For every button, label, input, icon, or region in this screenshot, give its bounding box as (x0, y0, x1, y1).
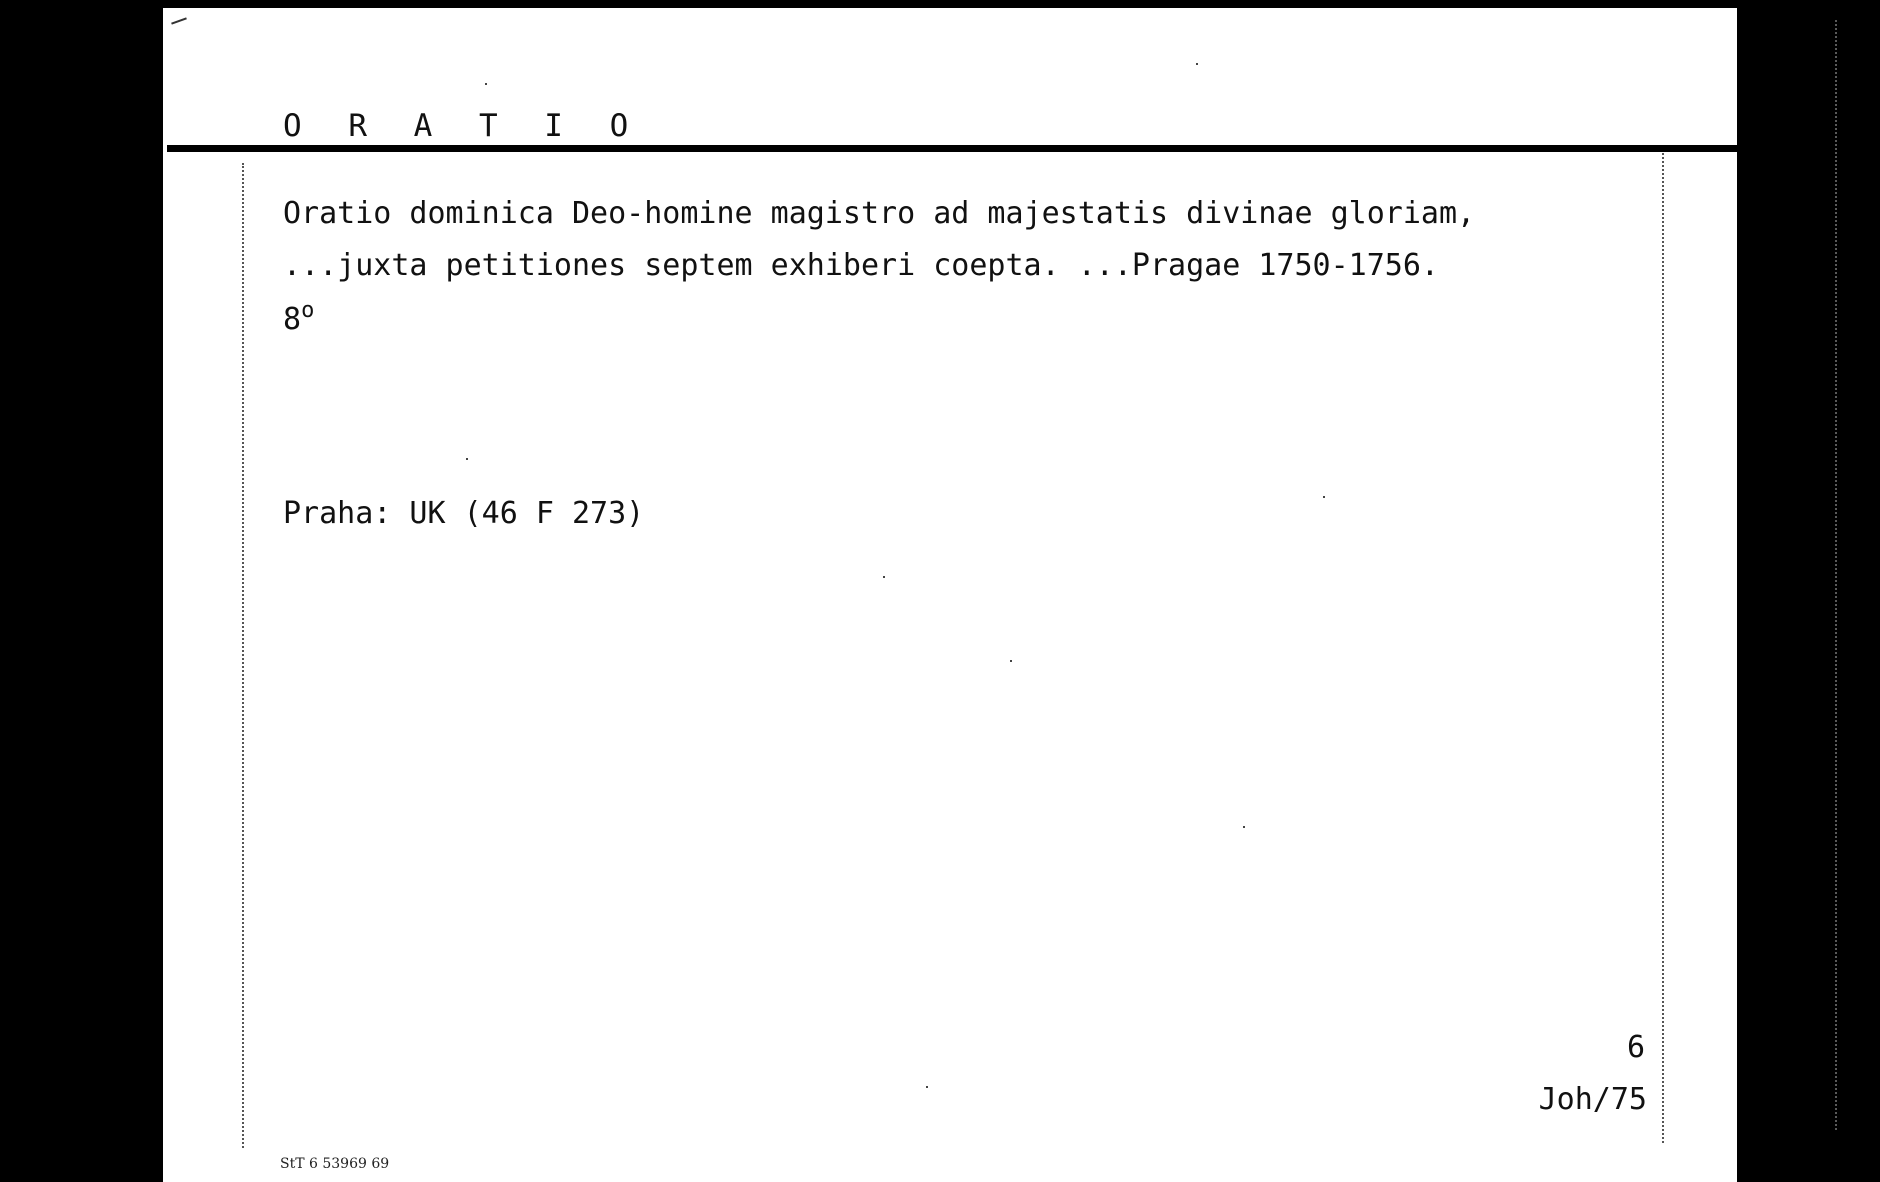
dust-speck (883, 576, 885, 578)
format-degree: o (301, 298, 315, 323)
title-line-2: ...juxta petitiones septem exhiberi coepta. ...Pragae 1750-1756. (283, 248, 1439, 283)
corner-mark (171, 17, 187, 24)
format-number: 8 (283, 302, 302, 337)
dust-speck (926, 1086, 928, 1088)
holding-location: Praha: UK (46 F 273) (283, 496, 645, 531)
heading-rule (167, 145, 1737, 152)
dust-speck (466, 458, 468, 460)
scan-edge-noise (1835, 20, 1837, 1130)
right-margin-line (1662, 153, 1664, 1143)
card-heading: O R A T I O (283, 108, 643, 144)
card-number: 6 (1626, 1030, 1645, 1065)
dust-speck (1010, 660, 1012, 662)
dust-speck (1323, 496, 1325, 498)
dust-speck (1196, 63, 1198, 65)
left-margin-line (242, 163, 244, 1148)
title-line-1: Oratio dominica Deo-homine magistro ad majestatis divinae gloriam, (283, 196, 1476, 231)
dust-speck (485, 83, 487, 85)
printer-mark: StT 6 53969 69 (280, 1156, 390, 1172)
catalog-card (163, 8, 1737, 1182)
dust-speck (1243, 826, 1245, 828)
card-code: Joh/75 (1538, 1082, 1647, 1117)
format-line (283, 298, 314, 337)
